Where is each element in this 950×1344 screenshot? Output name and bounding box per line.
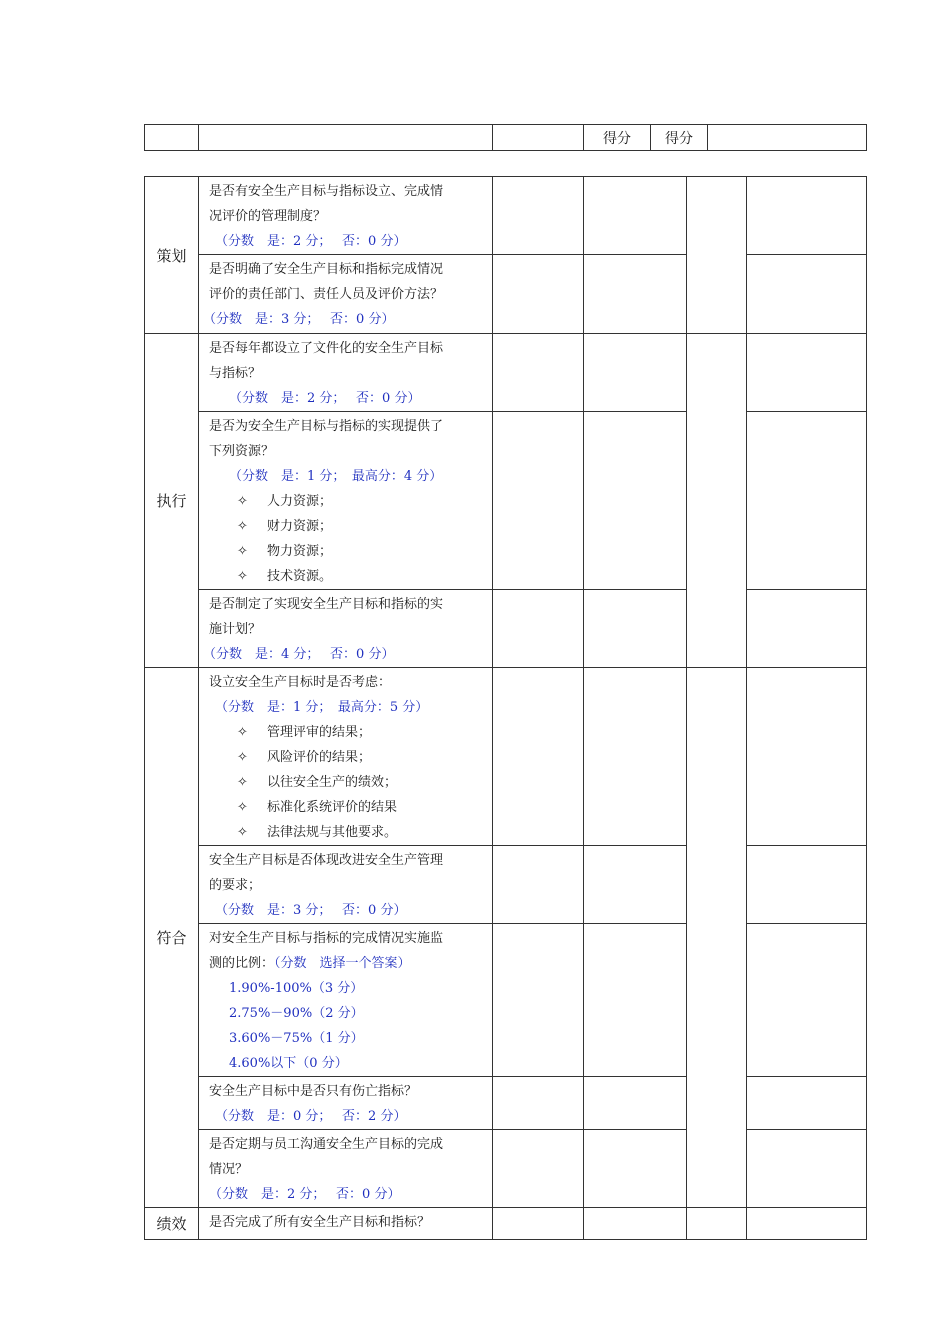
table-row <box>145 177 867 255</box>
table-row <box>145 412 867 590</box>
score-rule: （分数 是：0 分； 否：2 分） <box>215 1109 407 1124</box>
blank-cell <box>584 668 687 846</box>
table-row <box>145 255 867 334</box>
header-score-cell-2: 得分 <box>651 125 708 151</box>
blank-cell <box>493 668 584 846</box>
blank-cell <box>687 334 747 668</box>
question-q5: 是否制定了实现安全生产目标和指标的实 施计划？ （分数 是：4 分； 否：0 分） <box>199 590 493 668</box>
diamond-bullet-icon: ✧ <box>237 544 248 559</box>
blank-cell <box>493 1077 584 1130</box>
diamond-bullet-icon: ✧ <box>237 519 248 534</box>
blank-cell <box>493 255 584 334</box>
table-row <box>145 1077 867 1130</box>
question-q8: 对安全生产目标与指标的完成情况实施监 测的比例：（分数 选择一个答案） 1.90%-100%（3 分） 2.75%－90%（2 分） 3.60%－75%（1 分） 4.60%以下（0 分） <box>199 924 493 1077</box>
question-q7: 安全生产目标是否体现改进安全生产管理 的要求； （分数 是：3 分； 否：0 分） <box>199 846 493 924</box>
blank-cell <box>493 412 584 590</box>
blank-cell <box>493 1130 584 1208</box>
table-row <box>145 334 867 412</box>
blank-cell <box>747 924 867 1077</box>
blank-cell <box>747 1077 867 1130</box>
blank-cell <box>747 846 867 924</box>
list-item: ✧ 技术资源。 <box>209 564 484 589</box>
blank-cell <box>584 1208 687 1240</box>
blank-cell <box>747 668 867 846</box>
table-row <box>145 846 867 924</box>
category-perf: 绩效 <box>145 1208 199 1240</box>
list-item: ✧ 物力资源； <box>209 539 484 564</box>
table-row <box>145 924 867 1077</box>
blank-cell <box>493 924 584 1077</box>
option-item: 4.60%以下（0 分） <box>229 1056 348 1071</box>
table-row <box>145 590 867 668</box>
question-q6: 设立安全生产目标时是否考虑： （分数 是：1 分； 最高分：5 分） ✧ 管理评审的结果； ✧ 风险评价的结果； ✧ 以往安全生产的绩效； ✧ 标准化系统评价的结果 ✧ 法律法规与其他要求。 <box>199 668 493 846</box>
score-rule: （分数 是：3 分； 否：0 分） <box>215 903 407 918</box>
score-rule: （分数 是：1 分； 最高分：5 分） <box>215 700 429 715</box>
blank-cell <box>493 590 584 668</box>
blank-cell <box>747 1208 867 1240</box>
diamond-bullet-icon: ✧ <box>237 750 248 765</box>
blank-cell <box>493 177 584 255</box>
header-score-cell: 得分 <box>584 125 651 151</box>
blank-cell <box>687 668 747 1208</box>
score-rule: （分数 是：4 分； 否：0 分） <box>203 647 395 662</box>
blank-cell <box>584 334 687 412</box>
blank-cell <box>584 846 687 924</box>
score-rule: （分数 是：2 分； 否：0 分） <box>209 1187 401 1202</box>
diamond-bullet-icon: ✧ <box>237 800 248 815</box>
blank-cell <box>493 1208 584 1240</box>
blank-cell <box>584 177 687 255</box>
blank-cell <box>747 255 867 334</box>
question-q1: 是否有安全生产目标与指标设立、完成情 况评价的管理制度？ （分数 是：2 分； 否：0 分） <box>199 177 493 255</box>
blank-cell <box>584 1077 687 1130</box>
blank-cell <box>584 590 687 668</box>
option-item: 2.75%－90%（2 分） <box>229 1006 364 1021</box>
blank-cell <box>584 412 687 590</box>
blank-cell <box>747 334 867 412</box>
score-rule: （分数 是：2 分； 否：0 分） <box>229 391 421 406</box>
question-q9: 安全生产目标中是否只有伤亡指标？ （分数 是：0 分； 否：2 分） <box>199 1077 493 1130</box>
list-item: ✧ 以往安全生产的绩效； <box>209 770 484 795</box>
blank-cell <box>493 846 584 924</box>
category-exec: 执行 <box>145 334 199 668</box>
blank-cell <box>584 1130 687 1208</box>
list-item: ✧ 人力资源； <box>209 489 484 514</box>
diamond-bullet-icon: ✧ <box>237 725 248 740</box>
question-q10: 是否定期与员工沟通安全生产目标的完成 情况？ （分数 是：2 分； 否：0 分） <box>199 1130 493 1208</box>
option-item: 3.60%－75%（1 分） <box>229 1031 364 1046</box>
list-item: ✧ 财力资源； <box>209 514 484 539</box>
blank-cell <box>747 590 867 668</box>
header-cell-1 <box>145 125 199 151</box>
header-cell-2 <box>199 125 493 151</box>
question-q4: 是否为安全生产目标与指标的实现提供了 下列资源？ （分数 是：1 分； 最高分：4 分） ✧ 人力资源； ✧ 财力资源； ✧ 物力资源； ✧ 技术资源。 <box>199 412 493 590</box>
score-rule: （分数 是：1 分； 最高分：4 分） <box>229 469 443 484</box>
blank-cell <box>687 1208 747 1240</box>
question-q2: 是否明确了安全生产目标和指标完成情况 评价的责任部门、责任人员及评价方法？ （分数 是：3 分； 否：0 分） <box>199 255 493 334</box>
option-item: 1.90%-100%（3 分） <box>229 981 364 996</box>
table-row <box>145 668 867 846</box>
blank-cell <box>747 1130 867 1208</box>
list-item: ✧ 标准化系统评价的结果 <box>209 795 484 820</box>
diamond-bullet-icon: ✧ <box>237 569 248 584</box>
blank-cell <box>493 334 584 412</box>
header-table <box>144 124 867 151</box>
header-row <box>145 125 867 151</box>
category-conform: 符合 <box>145 668 199 1208</box>
question-q3: 是否每年都设立了文件化的安全生产目标 与指标？ （分数 是：2 分； 否：0 分） <box>199 334 493 412</box>
question-q11: 是否完成了所有安全生产目标和指标？ <box>199 1208 493 1240</box>
score-rule: （分数 是：3 分； 否：0 分） <box>203 312 395 327</box>
table-row <box>145 1130 867 1208</box>
table-row <box>145 1208 867 1240</box>
score-rule: （分数 是：2 分； 否：0 分） <box>215 234 407 249</box>
blank-cell <box>584 255 687 334</box>
blank-cell <box>747 177 867 255</box>
list-item: ✧ 法律法规与其他要求。 <box>209 820 484 845</box>
diamond-bullet-icon: ✧ <box>237 494 248 509</box>
blank-cell <box>687 177 747 334</box>
score-rule: （分数 选择一个答案） <box>274 956 411 971</box>
diamond-bullet-icon: ✧ <box>237 775 248 790</box>
blank-cell <box>747 412 867 590</box>
category-plan: 策划 <box>145 177 199 334</box>
diamond-bullet-icon: ✧ <box>237 825 248 840</box>
header-cell-6 <box>708 125 867 151</box>
blank-cell <box>584 924 687 1077</box>
list-item: ✧ 风险评价的结果； <box>209 745 484 770</box>
evaluation-table <box>144 176 867 1240</box>
list-item: ✧ 管理评审的结果； <box>209 720 484 745</box>
header-cell-3 <box>493 125 584 151</box>
